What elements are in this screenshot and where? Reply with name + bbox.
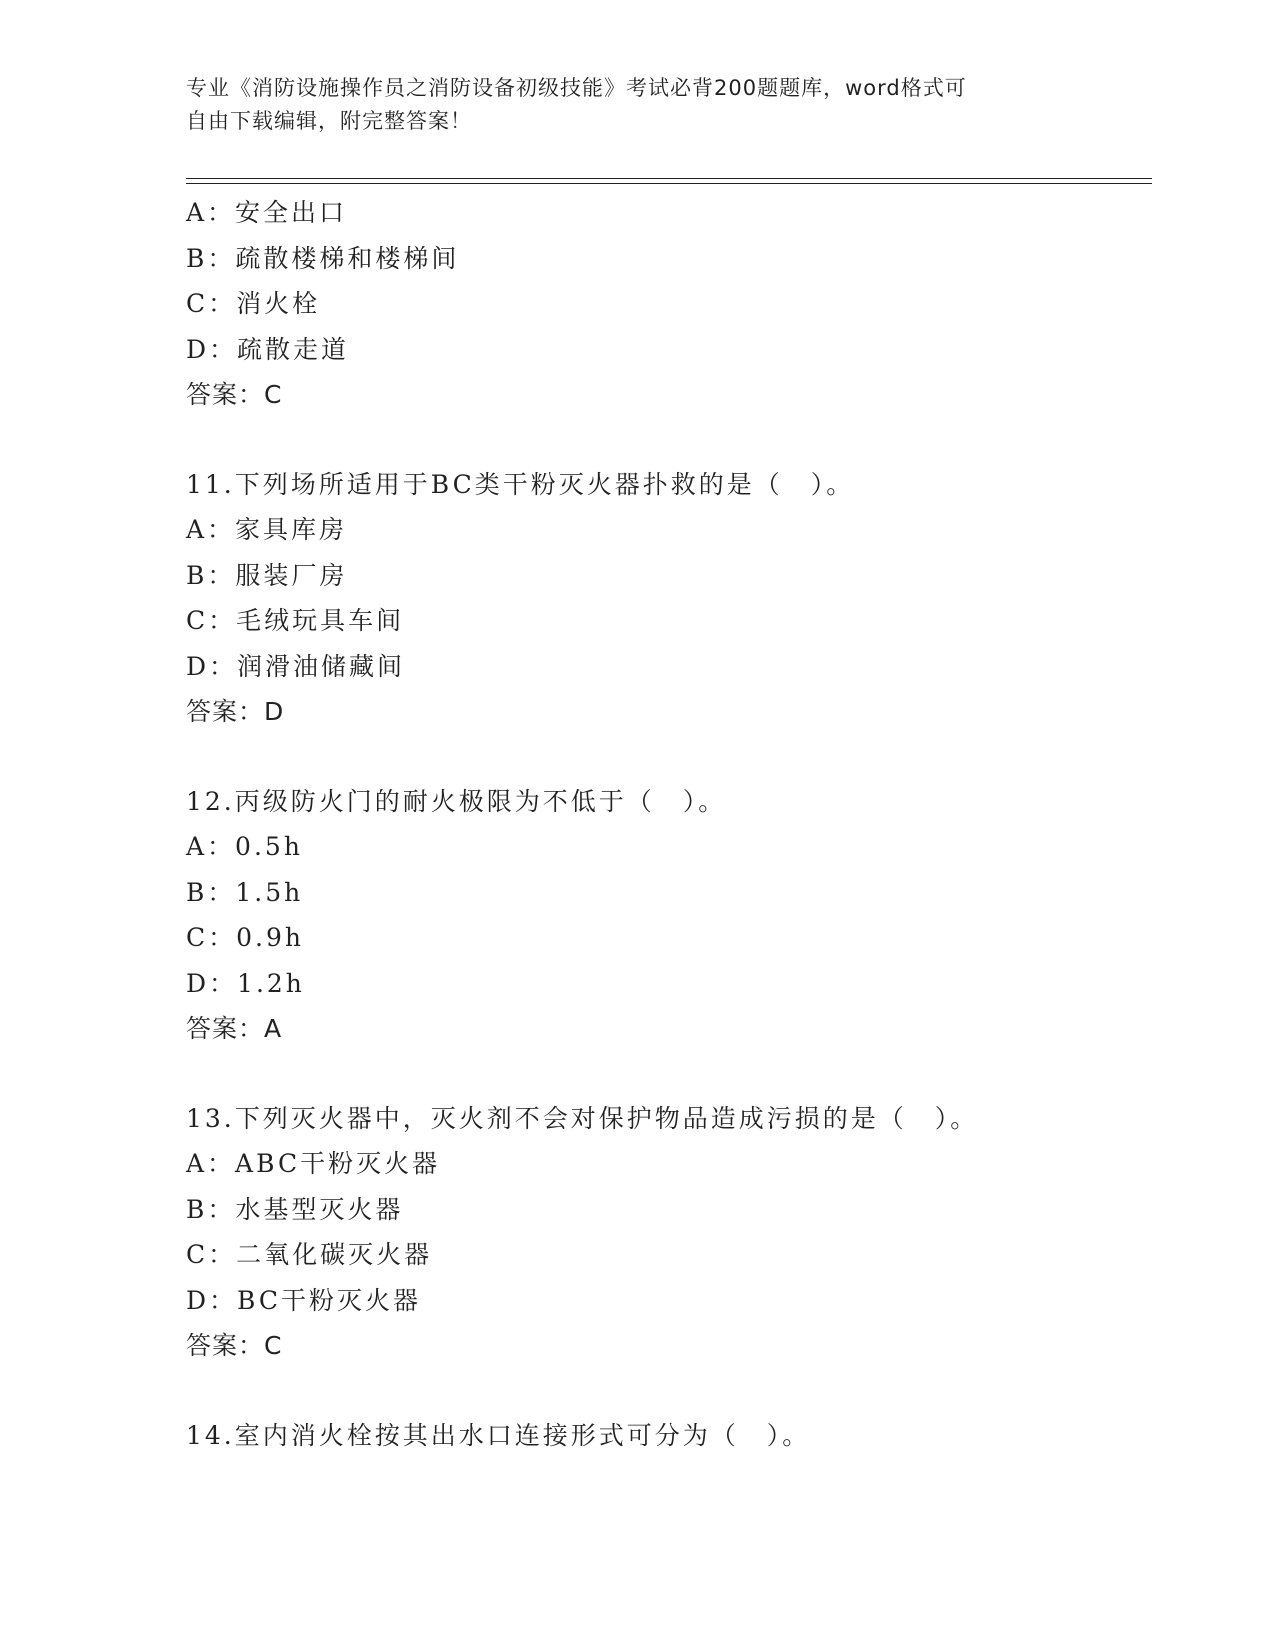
option-d: D：BC干粉灭火器 bbox=[186, 1285, 422, 1315]
option-a: A：家具库房 bbox=[186, 515, 348, 544]
option-b: B：1.5h bbox=[186, 877, 304, 907]
header-rule-top bbox=[186, 178, 1152, 179]
question-text: 13.下列灭火器中，灭火剂不会对保护物品造成污损的是（ ）。 bbox=[186, 1103, 979, 1133]
option-c: C：二氧化碳灭火器 bbox=[186, 1240, 433, 1269]
answer-line: 答案：C bbox=[186, 1331, 283, 1360]
question-block-12 bbox=[186, 779, 1146, 1052]
option-d: D：疏散走道 bbox=[186, 334, 350, 364]
answer-line: 答案：C bbox=[186, 380, 283, 409]
option-a: A：0.5h bbox=[186, 832, 303, 861]
answer-line: 答案：D bbox=[186, 697, 285, 726]
option-a: A：ABC干粉灭火器 bbox=[186, 1149, 441, 1178]
header-line-1: 专业《消防设施操作员之消防设备初级技能》考试必背200题题库，word格式可 bbox=[186, 76, 967, 100]
question-block-11 bbox=[186, 462, 1146, 735]
question-text: 14.室内消火栓按其出水口连接形式可分为（ ）。 bbox=[186, 1420, 811, 1450]
option-c: C：0.9h bbox=[186, 923, 304, 952]
question-text: 11.下列场所适用于BC类干粉灭火器扑救的是（ ）。 bbox=[186, 469, 855, 499]
question-list bbox=[186, 190, 1146, 1458]
option-d: D：润滑油储藏间 bbox=[186, 651, 406, 681]
question-block-10 bbox=[186, 190, 1146, 418]
question-block-14 bbox=[186, 1413, 1146, 1459]
document-header bbox=[186, 72, 1066, 138]
answer-line: 答案：A bbox=[186, 1014, 283, 1043]
option-b: B：服装厂房 bbox=[186, 560, 348, 590]
question-text: 12.丙级防火门的耐火极限为不低于（ ）。 bbox=[186, 786, 727, 816]
option-d: D：1.2h bbox=[186, 968, 305, 998]
header-rule-bottom bbox=[186, 183, 1152, 184]
option-b: B：疏散楼梯和楼梯间 bbox=[186, 243, 460, 273]
option-a: A：安全出口 bbox=[186, 198, 348, 227]
option-c: C：消火栓 bbox=[186, 289, 321, 318]
option-b: B：水基型灭火器 bbox=[186, 1194, 404, 1224]
question-block-13 bbox=[186, 1096, 1146, 1369]
option-c: C：毛绒玩具车间 bbox=[186, 606, 405, 635]
header-line-2: 自由下载编辑，附完整答案！ bbox=[186, 109, 472, 133]
